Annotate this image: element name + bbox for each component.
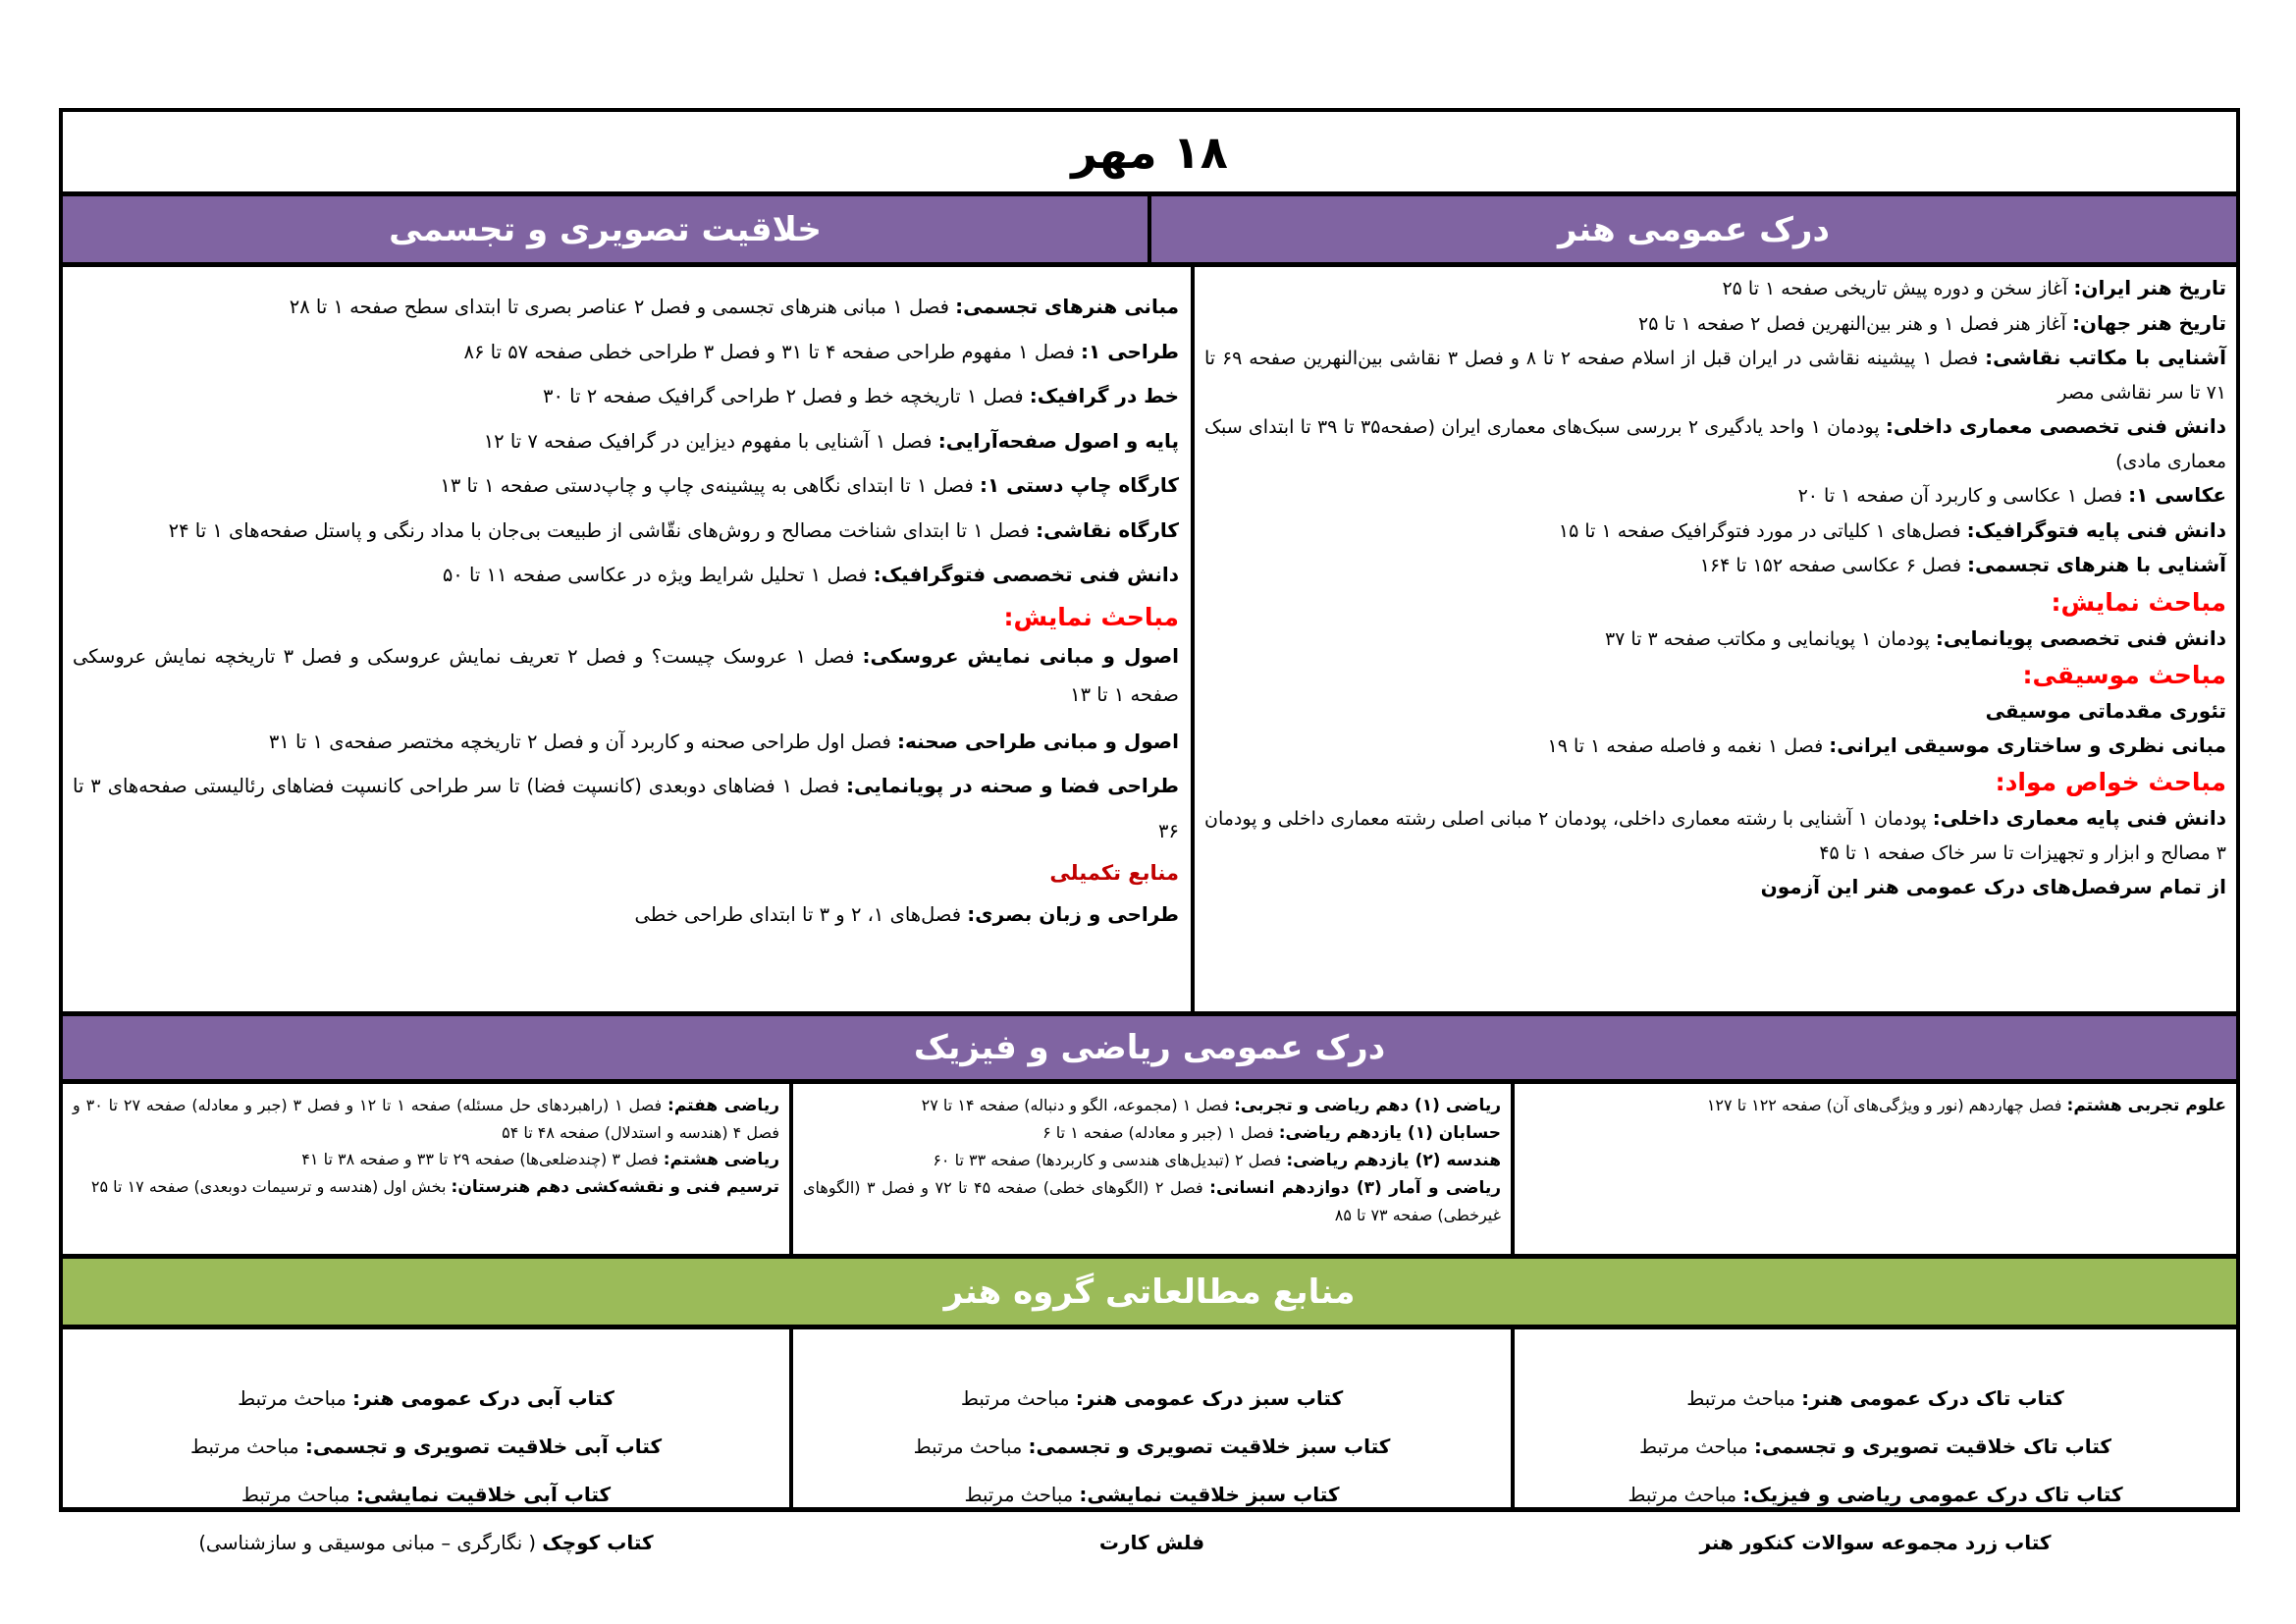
source-book-line xyxy=(914,1423,1391,1471)
topic-line xyxy=(73,463,1179,509)
topic-line xyxy=(73,330,1179,375)
section-heading: مباحث خواص مواد: xyxy=(1995,768,2226,796)
topic-label: دانش فنی تخصصی پویانمایی: xyxy=(1935,625,2226,650)
topic-detail: فصل ۱ عکاسی و کاربرد آن صفحه ۱ تا ۲۰ xyxy=(1797,485,2129,507)
source-book-note: مباحث مرتبط xyxy=(913,1435,1029,1458)
math-topic-line xyxy=(803,1119,1501,1147)
topic-detail: فصل ۱ تاریخچه خط و فصل ۲ طراحی گرافیک صفحه ۲ تا ۳۰ xyxy=(543,385,1030,407)
source-book-line xyxy=(241,1471,611,1519)
source-book-line xyxy=(961,1375,1343,1423)
source-book-note: مباحث مرتبط xyxy=(1638,1435,1754,1458)
topic-detail: فصل ۱ آشنایی با مفهوم دیزاین در گرافیک صفحه ۷ تا ۱۲ xyxy=(483,429,938,453)
topic-detail: آغاز سخن و دوره پیش تاریخی صفحه ۱ تا ۲۵ xyxy=(1722,278,2074,299)
topic-line xyxy=(1204,548,2226,583)
topic-detail: پودمان ۱ آشنایی با رشته معماری داخلی، پودمان ۲ مبانی اصلی رشته معماری داخلی و پودمان ۳ مصالح و ابزار و تجهیزات تا سر خاک صفحه ۱ تا ۴۵ xyxy=(1204,808,2226,864)
topic-detail: فصل ۱ عروسک چیست؟ و فصل ۲ تعریف نمایش عروسکی و فصل ۳ تاریخچه نمایش عروسکی صفحه ۱ تا ۱۳ xyxy=(73,644,1179,706)
topic-label: عکاسی ۱: xyxy=(2128,483,2226,507)
topic-detail: فصل اول طراحی صحنه و کاربرد آن و فصل ۲ تاریخچه مختصر صفحه‌ی ۱ تا ۳۱ xyxy=(268,730,898,753)
sources-column-green xyxy=(793,1329,1515,1554)
topic-label: اصول و مبانی نمایش عروسکی: xyxy=(862,643,1180,668)
math-topic-detail: فصل ۱ (مجموعه، الگو و دنباله) صفحه ۱۴ تا ۲۷ xyxy=(921,1096,1235,1114)
topic-detail: فصل ۱ مبانی هنرهای تجسمی و فصل ۲ عناصر بصری تا ابتدای سطح صفحه ۱ تا ۲۸ xyxy=(289,296,956,318)
math-topic-detail: فصل ۲ (تبدیل‌های هندسی و کاربردها) صفحه ۳۳ تا ۶۰ xyxy=(933,1151,1287,1169)
source-book-name: کتاب آبی درک عمومی هنر: xyxy=(352,1386,614,1410)
section-heading: مباحث نمایش: xyxy=(1003,602,1179,631)
source-book-note: مباحث مرتبط xyxy=(1628,1484,1743,1506)
topic-line xyxy=(73,374,1179,419)
topic-label: دانش فنی تخصصی فتوگرافیک: xyxy=(873,563,1179,586)
header-study-sources: منابع مطالعاتی گروه هنر xyxy=(63,1259,2236,1325)
topic-label: دانش فنی پایه فتوگرافیک: xyxy=(1966,517,2226,542)
source-book-line xyxy=(964,1471,1339,1519)
source-book-name: کتاب تاک خلاقیت تصویری و تجسمی: xyxy=(1753,1435,2112,1458)
source-book-line xyxy=(1099,1519,1204,1567)
topic-line xyxy=(1204,514,2226,549)
math-topic-line xyxy=(803,1174,1501,1228)
source-book-line xyxy=(238,1375,614,1423)
sources-column-blue xyxy=(1515,1329,2236,1554)
source-book-line xyxy=(1639,1423,2111,1471)
topic-detail: پودمان ۱ واحد یادگیری ۲ بررسی سبک‌های معماری ایران (صفحه۳۵ تا ۳۹ تا ابتدای سبک معماری مادی) xyxy=(1204,416,2226,472)
topic-line xyxy=(1204,409,2226,478)
source-book-line xyxy=(1686,1375,2064,1423)
header-art-general: درک عمومی هنر xyxy=(1151,196,2236,262)
math-topic-label: حسابان (۱) یازدهم ریاضی: xyxy=(1278,1123,1501,1143)
math-topic-detail: فصل چهاردهم (نور و ویژگی‌های آن) صفحه ۱۲۲ تا ۱۲۷ xyxy=(1706,1096,2067,1114)
sources-header-row xyxy=(63,1259,2236,1329)
title-row xyxy=(63,112,2236,196)
subject-header-row xyxy=(63,196,2236,267)
topic-label: مبانی هنرهای تجسمی: xyxy=(955,295,1179,318)
page-title: ۱۸ مهر xyxy=(1071,125,1228,179)
math-topic-line xyxy=(803,1147,1501,1174)
source-book-name: کتاب تاک درک عمومی هنر: xyxy=(1801,1386,2064,1410)
topic-line: تئوری مقدماتی موسیقی xyxy=(1985,699,2226,723)
topic-detail: فصل ۱ تا ابتدای نگاهی به پیشینه‌ی چاپ و چاپ‌دستی صفحه ۱ تا ۱۳ xyxy=(440,474,980,497)
topic-label: تاریخ هنر ایران: xyxy=(2073,276,2226,299)
source-book-name: کتاب سبز خلاقیت تصویری و تجسمی: xyxy=(1028,1435,1391,1458)
topic-line xyxy=(73,720,1179,765)
topic-label: طراحی ۱: xyxy=(1081,339,1179,363)
topic-detail: آغاز هنر فصل ۱ و هنر بین‌النهرین فصل ۲ صفحه ۱ تا ۲۵ xyxy=(1638,312,2072,335)
topic-detail: فصل‌های ۱، ۲ و ۳ تا ابتدای طراحی خطی xyxy=(634,903,968,926)
topic-label: طراحی و زبان بصری: xyxy=(967,902,1179,926)
topic-label: کارگاه چاپ دستی ۱: xyxy=(979,473,1179,497)
topic-detail: فصل ۱ مفهوم طراحی صفحه ۴ تا ۳۱ و فصل ۳ طراحی خطی صفحه ۵۷ تا ۸۶ xyxy=(463,340,1082,363)
topic-line xyxy=(1204,729,2226,764)
math-topic-label: ریاضی (۱) دهم ریاضی و تجربی: xyxy=(1234,1096,1501,1115)
math-topic-line xyxy=(803,1092,1501,1119)
topic-label: کارگاه نقاشی: xyxy=(1036,517,1179,542)
math-topic-label: علوم تجربی هشتم: xyxy=(2066,1096,2226,1115)
math-topic-line xyxy=(1524,1092,2226,1119)
topic-label: خط در گرافیک: xyxy=(1029,384,1179,407)
math-column-1 xyxy=(1515,1084,2236,1254)
source-book-note: مباحث مرتبط xyxy=(240,1484,356,1506)
math-topic-line xyxy=(73,1092,779,1146)
math-topic-label: ریاضی هفتم: xyxy=(667,1096,779,1115)
sources-body-row xyxy=(63,1329,2236,1554)
topic-line xyxy=(73,764,1179,853)
topic-line xyxy=(1204,478,2226,514)
source-book-name: کتاب کوچک xyxy=(542,1531,654,1554)
subject-body-row xyxy=(63,267,2236,1016)
source-book-line xyxy=(1699,1519,2051,1567)
topic-label: پایه و اصول صفحه‌آرایی: xyxy=(937,428,1179,453)
topic-detail: فصل ۱ پیشینه نقاشی در ایران قبل از اسلام صفحه ۲ تا ۸ و فصل ۳ نقاشی بین‌النهرین صفحه ۶۹ تا ۷۱ تا سر نقاشی مصر xyxy=(1204,348,2226,404)
topic-label: آشنایی با هنرهای تجسمی: xyxy=(1967,553,2226,576)
source-book-note: مباحث مرتبط xyxy=(964,1484,1080,1506)
source-book-line xyxy=(190,1423,662,1471)
topic-label: تاریخ هنر جهان: xyxy=(2071,310,2226,335)
section-heading: منابع تکمیلی xyxy=(1049,861,1179,885)
source-book-name: کتاب سبز درک عمومی هنر: xyxy=(1075,1386,1344,1410)
source-book-note: مباحث مرتبط xyxy=(189,1435,305,1458)
topic-line xyxy=(73,509,1179,554)
math-body-row xyxy=(63,1084,2236,1259)
source-book-name: کتاب سبز خلاقیت نمایشی: xyxy=(1079,1483,1340,1506)
source-book-name: کتاب زرد مجموعه سوالات کنکور هنر xyxy=(1699,1531,2052,1554)
source-book-note: مباحث مرتبط xyxy=(960,1387,1076,1410)
topic-label: طراحی فضا و صحنه در پویانمایی: xyxy=(846,774,1179,797)
source-book-name: فلش کارت xyxy=(1098,1531,1205,1554)
source-book-note: ( نگارگری – مبانی موسیقی و سازشناسی) xyxy=(198,1532,543,1554)
source-book-note: مباحث مرتبط xyxy=(1686,1387,1802,1410)
header-visual-creativity: خلاقیت تصویری و تجسمی xyxy=(63,196,1151,262)
topic-line xyxy=(1204,622,2226,657)
topic-line xyxy=(73,893,1179,938)
topic-detail: فصل ۱ تحلیل شرایط ویژه در عکاسی صفحه ۱۱ تا ۵۰ xyxy=(442,564,874,586)
math-topic-label: هندسه (۲) یازدهم ریاضی: xyxy=(1286,1151,1501,1170)
topic-line xyxy=(73,285,1179,330)
math-topic-detail: فصل ۲ (الگوهای خطی) صفحه ۴۵ تا ۷۲ و فصل ۳ (الگوهای غیرخطی) صفحه ۷۳ تا ۸۵ xyxy=(803,1178,1501,1224)
topic-line xyxy=(73,419,1179,464)
math-topic-line xyxy=(73,1146,779,1173)
source-book-name: کتاب آبی خلاقیت نمایشی: xyxy=(355,1483,612,1506)
topic-detail: فصل ۶ عکاسی صفحه ۱۵۲ تا ۱۶۴ xyxy=(1699,555,1968,576)
source-book-name: کتاب تاک درک عمومی ریاضی و فیزیک: xyxy=(1742,1483,2123,1506)
topic-line xyxy=(1204,306,2226,342)
topic-detail: فصل ۱ نغمه و فاصله صفحه ۱ تا ۱۹ xyxy=(1547,734,1830,757)
math-column-2 xyxy=(793,1084,1515,1254)
topic-line xyxy=(73,553,1179,598)
math-topic-detail: بخش اول (هندسه و ترسیمات دوبعدی) صفحه ۱۷ تا ۲۵ xyxy=(90,1177,452,1196)
section-heading: مباحث نمایش: xyxy=(2051,587,2226,617)
sources-column-tak xyxy=(63,1329,793,1554)
topic-label: اصول و مبانی طراحی صحنه: xyxy=(897,729,1179,753)
topic-line xyxy=(73,637,1179,714)
source-book-line xyxy=(1628,1471,2122,1519)
math-topic-label: ریاضی هشتم: xyxy=(663,1150,779,1169)
topic-line xyxy=(1204,271,2226,306)
math-topic-detail: فصل ۳ (چندضلعی‌ها) صفحه ۲۹ تا ۳۳ و صفحه ۳۸ تا ۴۱ xyxy=(301,1150,664,1168)
topic-line xyxy=(1204,801,2226,870)
topic-label: مبانی نظری و ساختاری موسیقی ایرانی: xyxy=(1829,732,2226,757)
math-column-3 xyxy=(63,1084,793,1254)
topic-detail: فصل ۱ تا ابتدای شناخت مصالح و روش‌های نقّاشی از طبیعت بی‌جان با مداد رنگی و پاستل صفحه‌های ۱ تا ۲۴ xyxy=(168,518,1037,542)
topic-detail: فصل ۱ فضاهای دوبعدی (کانسپت فضا) تا سر طراحی کانسپت فضاهای رئالیستی صفحه‌های ۳ تا ۳۶ xyxy=(73,775,1179,842)
math-topic-label: ریاضی و آمار (۳) دوازدهم انسانی: xyxy=(1209,1178,1502,1198)
source-book-line xyxy=(198,1519,653,1567)
header-math-physics: درک عمومی ریاضی و فیزیک xyxy=(63,1016,2236,1079)
source-book-name: کتاب آبی خلاقیت تصویری و تجسمی: xyxy=(304,1435,663,1458)
topic-label: دانش فنی تخصصی معماری داخلی: xyxy=(1885,414,2226,438)
topic-detail: پودمان ۱ پویانمایی و مکاتب صفحه ۳ تا ۳۷ xyxy=(1604,627,1936,650)
math-topic-detail: فصل ۱ (جبر و معادله) صفحه ۱ تا ۶ xyxy=(1042,1123,1279,1142)
art-general-topics xyxy=(1195,267,2236,1011)
topic-line xyxy=(1204,341,2226,409)
math-topic-line xyxy=(73,1173,779,1201)
topic-detail: فصل‌های ۱ کلیاتی در مورد فتوگرافیک صفحه ۱ تا ۱۵ xyxy=(1558,519,1967,542)
visual-creativity-topics xyxy=(63,267,1195,1011)
topic-label: آشنایی با مکاتب نقاشی: xyxy=(1985,346,2227,369)
topic-label: دانش فنی پایه معماری داخلی: xyxy=(1932,806,2226,830)
section-heading: مباحث موسیقی: xyxy=(2022,661,2226,689)
math-topic-label: ترسیم فنی و نقشه‌کشی دهم هنرستان: xyxy=(451,1177,779,1197)
schedule-table xyxy=(59,108,2240,1554)
source-book-note: مباحث مرتبط xyxy=(238,1387,353,1410)
math-topic-detail: فصل ۱ (راهبردهای حل مسئله) صفحه ۱ تا ۱۲ و فصل ۳ (جبر و معادله) صفحه ۲۷ تا ۳۰ و فصل ۴ (هندسه و استدلال) صفحه ۴۸ تا ۵۴ xyxy=(73,1096,779,1142)
math-header-row xyxy=(63,1016,2236,1084)
topic-line: از تمام سرفصل‌های درک عمومی هنر این آزمون xyxy=(1760,875,2226,898)
